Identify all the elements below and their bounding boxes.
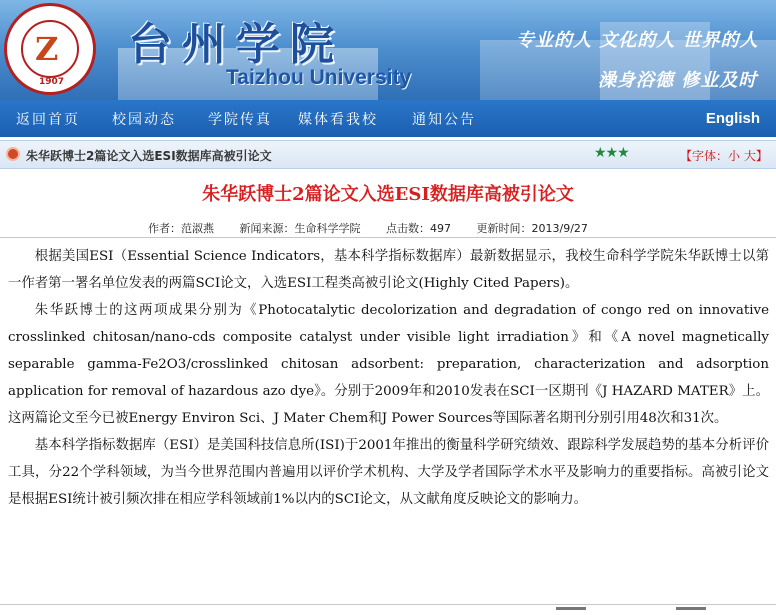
slogan-line-2: 澡身浴德 修业及时 [598, 70, 758, 91]
page-bottom-strip [0, 604, 776, 615]
nav-item-notices[interactable]: 通知公告 [412, 112, 476, 128]
article-source: 新闻来源：生命科学学院 [239, 222, 361, 235]
article-paragraph: 基本科学指标数据库（ESI）是美国科技信息所(ISI)于2001年推出的衡量科学研究绩效、跟踪科学发展趋势的基本分析评价工具，分22个学科领域，为当今世界范围内普遍用以评价学术机构、大学及学者国际学术水平及影响力的重要指标。高被引论文是根据ESI统计被引频次排在相应学科领域前1%以内的SCI论文，从文献角度反映论文的影响力。 [8, 438, 769, 507]
font-size-control[interactable]: 【字体：小 大】 [680, 149, 768, 163]
article-title-bar [0, 140, 776, 169]
bullet-icon [8, 149, 18, 159]
nav-item-campus-news[interactable]: 校园动态 [112, 112, 176, 128]
article-author: 作者：范淑燕 [148, 222, 214, 235]
divider [556, 607, 586, 610]
divider [676, 607, 706, 610]
rating-stars-icon: ★★★ [594, 145, 629, 161]
article-meta [148, 220, 610, 236]
logo-year: 1907 [39, 77, 65, 87]
article-headline: 朱华跃博士2篇论文入选ESI数据库高被引论文 [202, 184, 574, 205]
site-header [0, 0, 776, 100]
article-paragraph: 朱华跃博士的这两项成果分别为《Photocatalytic decolorization and degradation of congo red on innovative crosslinked chitosan/nano-cds composite catalyst under visible light irradiation》和《A novel magnetically separable gamma-Fe2O3/crosslinked chitosan adsorbent: preparation, characterization and adsorption application for removal of hazardous azo dye》。分别于2009年和2010发表在SCI一区期刊《J HAZARD MATER》上。这两篇论文至今已被Energy Environ Sci、J Mater Chem和J Power Sources等国际著名期刊分别引用48次和31次。 [8, 303, 769, 426]
university-name-cn: 台州学院 [128, 19, 344, 70]
university-name-en: Taizhou University [226, 66, 412, 89]
nav-item-english[interactable]: English [705, 110, 760, 127]
slogan-line-1: 专业的人 文化的人 世界的人 [516, 30, 759, 51]
nav-item-college-news[interactable]: 学院传真 [208, 112, 272, 128]
article-paragraph: 根据美国ESI（Essential Science Indicators，基本科学指标数据库）最新数据显示，我校生命科学学院朱华跃博士以第一作者第一署名单位发表的两篇SCI论文，入选ESI工程类高被引论文(Highly Cited Papers)。 [8, 249, 769, 291]
nav-item-home[interactable]: 返回首页 [16, 112, 80, 128]
breadcrumb: 朱华跃博士2篇论文入选ESI数据库高被引论文 [26, 149, 272, 163]
logo-emblem-icon: Z [35, 30, 59, 68]
article-updated: 更新时间：2013/9/27 [476, 222, 588, 235]
university-logo[interactable] [4, 3, 96, 95]
nav-item-media[interactable]: 媒体看我校 [298, 112, 378, 128]
main-nav [0, 100, 776, 137]
article-body [8, 243, 769, 513]
divider [0, 237, 776, 238]
article-hits: 点击数：497 [386, 222, 451, 235]
